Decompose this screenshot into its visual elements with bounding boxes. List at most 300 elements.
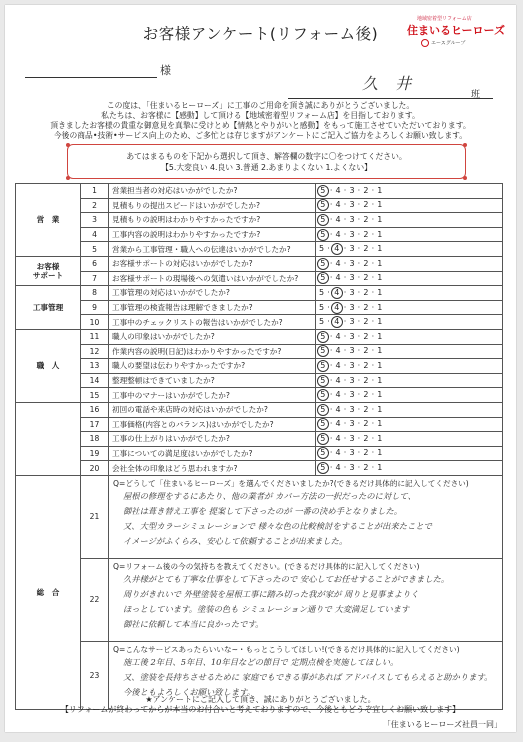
score-separator: · xyxy=(354,302,364,312)
score-separator: · xyxy=(327,419,336,429)
score-separator: · xyxy=(327,375,336,385)
question-text: 工事内容の説明はわかりやすかったですか? xyxy=(109,227,316,242)
question-number: 13 xyxy=(81,359,109,374)
score-options xyxy=(316,432,503,447)
category-label: 営 業 xyxy=(16,184,81,257)
score-selected: 5 xyxy=(317,199,329,211)
handwritten-answer-line: 又、大型カラーシミュレーションで 様々な色の比較検討をすることが出来たことで xyxy=(123,520,432,531)
score-separator: · xyxy=(354,244,364,254)
handwritten-answer-line: ほっとしています。塗装の色も シミュレーション通りで 大変満足しています xyxy=(123,603,410,614)
score-option: 5 xyxy=(319,244,325,254)
score-option: 1 xyxy=(377,317,383,327)
score-option: 4 xyxy=(335,331,341,341)
question-row xyxy=(16,227,503,242)
score-option: 1 xyxy=(377,404,383,414)
score-separator: · xyxy=(368,229,378,239)
comment-number: 23 xyxy=(81,641,109,709)
score-separator: · xyxy=(340,185,350,195)
score-selected: 5 xyxy=(317,272,329,284)
question-number: 3 xyxy=(81,213,109,228)
score-separator: · xyxy=(340,302,350,312)
score-option: 4 xyxy=(335,185,341,195)
score-option: 2 xyxy=(363,360,369,370)
score-options xyxy=(316,417,503,432)
score-option: 1 xyxy=(377,331,383,341)
question-text: 工事中のチェックリストの報告はいかがでしたか? xyxy=(109,315,316,330)
score-option: 3 xyxy=(349,448,355,458)
closing-message xyxy=(5,695,516,715)
relationship-line: 【リフォームが終わってからが本当のお付合いと考えておりますので、今後ともどうぞ宜しくお願い致します】 xyxy=(60,705,461,714)
comment-box xyxy=(109,475,503,558)
handwritten-answer-line: 久井様がとても丁寧な仕事をして下さったので 安心してお任せすることができました。 xyxy=(123,573,450,584)
score-option: 5 xyxy=(319,287,325,297)
score-options xyxy=(316,402,503,417)
score-option: 3 xyxy=(349,287,355,297)
score-separator: · xyxy=(368,302,378,312)
score-option: 2 xyxy=(363,317,369,327)
score-option: 4 xyxy=(335,433,341,443)
handwritten-answer-line: 周りがきれいで 外壁塗装を屋根工事に踏み切った我が家が 周りと見事まよりく xyxy=(123,588,419,599)
score-option: 2 xyxy=(363,346,369,356)
score-separator: · xyxy=(340,346,350,356)
score-option: 2 xyxy=(363,287,369,297)
question-text: 営業担当者の対応はいかがでしたか? xyxy=(109,184,316,199)
score-option: 1 xyxy=(377,273,383,283)
question-text: 工事管理の検査報告は理解できましたか? xyxy=(109,300,316,315)
score-option: 1 xyxy=(377,229,383,239)
question-text: 見積もりの提出スピードはいかがでしたか? xyxy=(109,198,316,213)
handwritten-answer-line: イメージがふくらみ、安心して依頼することが出来ました。 xyxy=(123,535,348,546)
score-option: 1 xyxy=(377,360,383,370)
score-selected: 5 xyxy=(317,214,329,226)
question-row xyxy=(16,373,503,388)
score-separator: · xyxy=(340,404,350,414)
question-text: 職人の要望は伝わりやすかったですか? xyxy=(109,359,316,374)
question-row xyxy=(16,300,503,315)
staff-name: 久 井 xyxy=(362,74,418,93)
score-option: 3 xyxy=(349,185,355,195)
score-options xyxy=(316,184,503,199)
score-option: 2 xyxy=(363,229,369,239)
score-option: 3 xyxy=(349,404,355,414)
logo-tagline: 地域密着型リフォーム店 xyxy=(417,16,472,22)
score-separator: · xyxy=(368,258,378,268)
score-option: 4 xyxy=(335,346,341,356)
question-number: 17 xyxy=(81,417,109,432)
question-text: 工事管理の対応はいかがでしたか? xyxy=(109,286,316,301)
question-text: 整理整頓はできていましたか? xyxy=(109,373,316,388)
question-row xyxy=(16,242,503,257)
score-options xyxy=(316,446,503,461)
score-separator: · xyxy=(327,229,336,239)
score-separator: · xyxy=(368,331,378,341)
score-separator: · xyxy=(327,463,336,473)
score-option: 1 xyxy=(377,419,383,429)
score-separator: · xyxy=(368,448,378,458)
question-number: 2 xyxy=(81,198,109,213)
question-text: 初回の電話や来店時の対応はいかがでしたか? xyxy=(109,402,316,417)
score-option: 4 xyxy=(335,214,341,224)
instruction-line: あてはまるものを下記から選択して頂き、解答欄の数字に〇をつけてください。 xyxy=(126,152,407,161)
score-separator: · xyxy=(340,317,350,327)
score-option: 5 xyxy=(319,302,325,312)
score-separator: · xyxy=(354,346,364,356)
score-separator: · xyxy=(354,258,364,268)
question-text: お客様サポートの現場後への気遣いはいかがでしたか? xyxy=(109,271,316,286)
question-number: 18 xyxy=(81,432,109,447)
score-separator: · xyxy=(368,287,378,297)
corner-dot-icon xyxy=(66,176,70,180)
score-option: 3 xyxy=(349,200,355,210)
score-option: 3 xyxy=(349,302,355,312)
comment-question: Q=こんなサービスあったらいいな~・もっとこうしてほしい!(できるだけ具体的に記入してください) xyxy=(113,644,460,654)
score-separator: · xyxy=(368,419,378,429)
score-options xyxy=(316,271,503,286)
score-separator: · xyxy=(354,200,364,210)
score-separator: · xyxy=(368,244,378,254)
score-option: 3 xyxy=(349,346,355,356)
score-selected: 4 xyxy=(331,287,343,299)
score-separator: · xyxy=(327,360,336,370)
score-selected: 5 xyxy=(317,418,329,430)
question-text: 工事中のマナーはいかがでしたか? xyxy=(109,388,316,403)
score-separator: · xyxy=(340,419,350,429)
survey-sheet xyxy=(5,5,516,732)
question-row xyxy=(16,315,503,330)
score-separator: · xyxy=(354,287,364,297)
logo-brand: 住まいるヒーローズ xyxy=(407,24,506,37)
score-separator: · xyxy=(327,448,336,458)
question-row xyxy=(16,329,503,344)
score-separator: · xyxy=(354,419,364,429)
corner-dot-icon xyxy=(66,143,70,147)
score-separator: · xyxy=(324,244,333,254)
score-option: 3 xyxy=(349,390,355,400)
corner-dot-icon xyxy=(463,143,467,147)
question-number: 8 xyxy=(81,286,109,301)
score-selected: 5 xyxy=(317,360,329,372)
score-separator: · xyxy=(340,433,350,443)
intro-line: 私たちは、お客様に【感動】して頂ける【地域密着型リフォーム店】を目指しております。 xyxy=(101,111,420,120)
question-row xyxy=(16,213,503,228)
score-separator: · xyxy=(368,404,378,414)
question-row xyxy=(16,402,503,417)
score-selected: 5 xyxy=(317,375,329,387)
score-separator: · xyxy=(354,404,364,414)
comment-question: Q=どうして「住まいるヒーローズ」を選んでくださいましたか?(できるだけ具体的に記入してください) xyxy=(113,478,469,488)
score-option: 3 xyxy=(349,244,355,254)
score-separator: · xyxy=(354,317,364,327)
question-text: 作業内容の説明(日記)はわかりやすかったですか? xyxy=(109,344,316,359)
score-separator: · xyxy=(340,448,350,458)
logo-group-name: エースグループ xyxy=(431,40,466,47)
score-separator: · xyxy=(327,185,336,195)
score-separator: · xyxy=(324,287,333,297)
question-row xyxy=(16,184,503,199)
score-option: 4 xyxy=(335,200,341,210)
score-option: 2 xyxy=(363,390,369,400)
question-number: 4 xyxy=(81,227,109,242)
score-separator: · xyxy=(327,214,336,224)
score-separator: · xyxy=(340,229,350,239)
company-logo xyxy=(407,15,506,55)
score-separator: · xyxy=(368,360,378,370)
score-options xyxy=(316,227,503,242)
category-label: 総 合 xyxy=(16,475,81,709)
question-number: 19 xyxy=(81,446,109,461)
comment-question: Q=リフォーム後の今の気持ちを教えてください。(できるだけ具体的に記入してください) xyxy=(113,561,420,571)
score-separator: · xyxy=(340,258,350,268)
question-row xyxy=(16,256,503,271)
score-separator: · xyxy=(354,331,364,341)
score-separator: · xyxy=(354,214,364,224)
score-separator: · xyxy=(354,229,364,239)
comment-box xyxy=(109,558,503,641)
score-option: 4 xyxy=(335,390,341,400)
score-separator: · xyxy=(368,463,378,473)
logo-group xyxy=(421,39,465,47)
handwritten-answer-line: 屋根の修理をするにあたり、他の業者が カバー方法の一択だったのに対して、 xyxy=(123,490,416,501)
category-label: 工事管理 xyxy=(16,286,81,330)
score-option: 4 xyxy=(335,229,341,239)
score-separator: · xyxy=(340,375,350,385)
score-selected: 5 xyxy=(317,389,329,401)
score-option: 2 xyxy=(363,244,369,254)
question-row xyxy=(16,286,503,301)
score-option: 3 xyxy=(349,273,355,283)
question-number: 11 xyxy=(81,329,109,344)
score-separator: · xyxy=(324,302,333,312)
score-separator: · xyxy=(354,448,364,458)
score-selected: 5 xyxy=(317,345,329,357)
score-options xyxy=(316,359,503,374)
corner-dot-icon xyxy=(463,176,467,180)
score-option: 2 xyxy=(363,258,369,268)
score-option: 1 xyxy=(377,375,383,385)
score-selected: 5 xyxy=(317,258,329,270)
score-selected: 5 xyxy=(317,331,329,343)
score-option: 1 xyxy=(377,214,383,224)
question-text: お客様サポートの対応はいかがでしたか? xyxy=(109,256,316,271)
score-separator: · xyxy=(354,463,364,473)
score-separator: · xyxy=(340,390,350,400)
score-selected: 4 xyxy=(331,316,343,328)
score-selected: 5 xyxy=(317,404,329,416)
score-separator: · xyxy=(327,404,336,414)
score-option: 2 xyxy=(363,200,369,210)
question-number: 7 xyxy=(81,271,109,286)
score-option: 4 xyxy=(335,273,341,283)
score-option: 3 xyxy=(349,433,355,443)
question-row xyxy=(16,198,503,213)
score-option: 1 xyxy=(377,390,383,400)
customer-suffix: 様 xyxy=(160,64,171,77)
category-label: 職 人 xyxy=(16,329,81,402)
company-signature: 「住まいるヒーローズ社員一同」 xyxy=(382,720,502,729)
score-option: 1 xyxy=(377,448,383,458)
question-row xyxy=(16,417,503,432)
score-option: 3 xyxy=(349,214,355,224)
score-option: 2 xyxy=(363,448,369,458)
handwritten-answer-line: 今後ともよろしくお願い致します。 xyxy=(123,686,256,697)
score-selected: 5 xyxy=(317,185,329,197)
score-separator: · xyxy=(340,200,350,210)
question-text: 工事価格(内容とのバランス)はいかがでしたか? xyxy=(109,417,316,432)
score-option: 2 xyxy=(363,331,369,341)
survey-title: お客様アンケート(リフォーム後) xyxy=(142,25,379,43)
score-selected: 5 xyxy=(317,447,329,459)
question-number: 5 xyxy=(81,242,109,257)
handwritten-answer-line: 御社に依頼して本当に良かったです。 xyxy=(123,618,264,629)
score-separator: · xyxy=(368,317,378,327)
score-separator: · xyxy=(354,360,364,370)
score-option: 1 xyxy=(377,185,383,195)
question-text: 工事についての満足度はいかがでしたか? xyxy=(109,446,316,461)
question-row xyxy=(16,344,503,359)
score-selected: 5 xyxy=(317,229,329,241)
score-selected: 5 xyxy=(317,433,329,445)
score-option: 2 xyxy=(363,433,369,443)
question-number: 14 xyxy=(81,373,109,388)
question-number: 6 xyxy=(81,256,109,271)
score-options xyxy=(316,329,503,344)
question-text: 会社全体の印象はどう思われますか? xyxy=(109,461,316,476)
score-option: 3 xyxy=(349,419,355,429)
rating-instructions xyxy=(67,144,466,179)
score-option: 3 xyxy=(349,375,355,385)
score-option: 3 xyxy=(349,258,355,268)
score-separator: · xyxy=(327,346,336,356)
score-separator: · xyxy=(354,185,364,195)
score-option: 1 xyxy=(377,346,383,356)
question-number: 9 xyxy=(81,300,109,315)
score-option: 3 xyxy=(349,331,355,341)
score-separator: · xyxy=(327,331,336,341)
score-separator: · xyxy=(324,317,333,327)
score-option: 3 xyxy=(349,360,355,370)
question-text: 職人の印象はいかがでしたか? xyxy=(109,329,316,344)
score-option: 2 xyxy=(363,419,369,429)
question-number: 15 xyxy=(81,388,109,403)
score-option: 1 xyxy=(377,244,383,254)
score-option: 1 xyxy=(377,302,383,312)
score-option: 2 xyxy=(363,273,369,283)
score-selected: 4 xyxy=(331,302,343,314)
score-option: 3 xyxy=(349,229,355,239)
score-separator: · xyxy=(340,463,350,473)
score-option: 3 xyxy=(349,317,355,327)
question-number: 12 xyxy=(81,344,109,359)
question-row xyxy=(16,446,503,461)
handwritten-answer-line: 施工後 2年目、5年目、10年目などの節目で 定期点検を実施してほしい。 xyxy=(123,656,399,667)
score-separator: · xyxy=(368,214,378,224)
question-row xyxy=(16,432,503,447)
score-separator: · xyxy=(340,244,350,254)
comment-row xyxy=(16,475,503,558)
intro-text xyxy=(5,101,516,141)
score-option: 3 xyxy=(349,463,355,473)
score-options xyxy=(316,300,503,315)
handwritten-answer-line: 又、塗装を長持ちさせるために 家庭でもできる事があれば アドバイスしてもらえると助かります。 xyxy=(123,671,493,682)
category-label xyxy=(16,402,81,475)
question-row xyxy=(16,461,503,476)
question-text: 見積もりの説明はわかりやすかったですか? xyxy=(109,213,316,228)
score-options xyxy=(316,315,503,330)
score-separator: · xyxy=(368,200,378,210)
question-row xyxy=(16,271,503,286)
question-text: 営業から工事管理・職人への伝達はいかがでしたか? xyxy=(109,242,316,257)
question-number: 1 xyxy=(81,184,109,199)
score-option: 1 xyxy=(377,258,383,268)
score-separator: · xyxy=(368,273,378,283)
score-option: 2 xyxy=(363,404,369,414)
score-separator: · xyxy=(340,214,350,224)
score-option: 2 xyxy=(363,463,369,473)
score-options xyxy=(316,461,503,476)
score-option: 4 xyxy=(335,404,341,414)
question-row xyxy=(16,388,503,403)
score-separator: · xyxy=(340,273,350,283)
customer-name-line xyxy=(25,77,157,78)
score-separator: · xyxy=(368,433,378,443)
score-separator: · xyxy=(354,273,364,283)
score-separator: · xyxy=(368,346,378,356)
score-options xyxy=(316,344,503,359)
question-row xyxy=(16,359,503,374)
intro-line: この度は、「住まいるヒーローズ」に工事のご用命を頂き誠にありがとうございました。 xyxy=(106,101,415,110)
score-separator: · xyxy=(327,390,336,400)
score-option: 1 xyxy=(377,463,383,473)
score-separator: · xyxy=(368,185,378,195)
score-option: 4 xyxy=(335,448,341,458)
score-options xyxy=(316,242,503,257)
rating-legend: 【5.大変良い 4.良い 3.普通 2.あまりよくない 1.よくない】 xyxy=(161,163,372,172)
group-mark-icon xyxy=(421,39,429,47)
score-options xyxy=(316,213,503,228)
score-option: 2 xyxy=(363,214,369,224)
score-options xyxy=(316,373,503,388)
question-number: 10 xyxy=(81,315,109,330)
intro-line: 頂きましたお客様の貴重な御意見を真摯に受けとめ【情熱とやりがいと感動】をもって施工させていただいております。 xyxy=(50,121,471,130)
score-option: 1 xyxy=(377,287,383,297)
score-options xyxy=(316,256,503,271)
comment-number: 21 xyxy=(81,475,109,558)
score-option: 4 xyxy=(335,463,341,473)
score-separator: · xyxy=(354,433,364,443)
score-separator: · xyxy=(368,390,378,400)
score-separator: · xyxy=(354,375,364,385)
intro-line: 今後の商品•技術•サービス向上のため、ご多忙とは存じますがアンケートにご記入ご協力をよろしくお願い致します。 xyxy=(53,131,468,140)
thanks-line: ★アンケートにご記入して頂き、誠にありがとうございました。 xyxy=(145,695,376,704)
score-option: 4 xyxy=(335,419,341,429)
score-option: 2 xyxy=(363,375,369,385)
score-options xyxy=(316,388,503,403)
question-text: 工事の仕上がりはいかがでしたか? xyxy=(109,432,316,447)
score-separator: · xyxy=(327,258,336,268)
score-selected: 4 xyxy=(331,243,343,255)
score-separator: · xyxy=(340,360,350,370)
comment-number: 22 xyxy=(81,558,109,641)
score-option: 4 xyxy=(335,360,341,370)
score-option: 4 xyxy=(335,258,341,268)
handwritten-answer-line: 御社は葺き替え工事を 提案して下さったのが 一番の決め手となりました。 xyxy=(123,505,403,516)
score-option: 5 xyxy=(319,317,325,327)
score-option: 4 xyxy=(335,375,341,385)
score-separator: · xyxy=(327,433,336,443)
comment-row xyxy=(16,558,503,641)
score-separator: · xyxy=(340,287,350,297)
score-separator: · xyxy=(327,273,336,283)
